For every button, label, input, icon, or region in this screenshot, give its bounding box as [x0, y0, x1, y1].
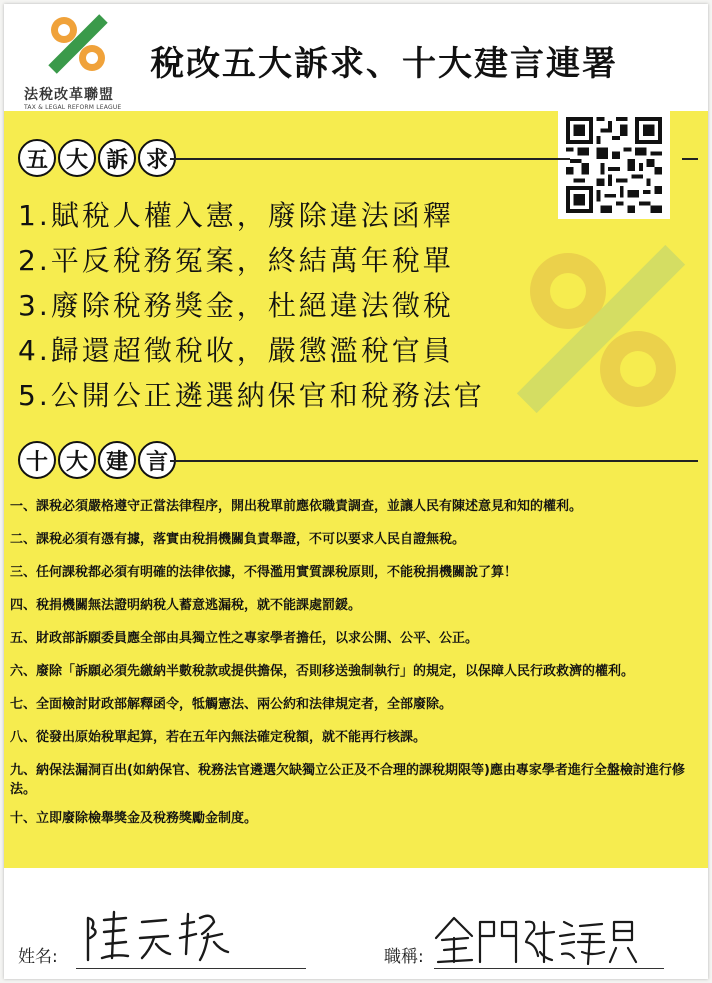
heading-rule — [170, 460, 698, 462]
name-handwritten-signature — [82, 904, 242, 968]
name-label: 姓名: — [18, 947, 58, 967]
heading-rule — [682, 158, 698, 160]
recommendation-item: 六、廢除「訴願必須先繳納半數稅款或提供擔保，否則移送強制執行」的規定，以保障人民行政救濟的權利。 — [10, 664, 635, 679]
recommendation-item: 五、財政部訴願委員應全部由具獨立性之專家學者擔任，以求公開、公平、公正。 — [10, 631, 479, 646]
recommendation-item: 七、全面檢討財政部解釋函令，牴觸憲法、兩公約和法律規定者，全部廢除。 — [10, 697, 453, 712]
demand-item: 4.歸還超徵稅收，嚴懲濫稅官員 — [18, 334, 454, 367]
recommendation-item: 一、課稅必須嚴格遵守正當法律程序，開出稅單前應依職責調查，並讓人民有陳述意見和知的權利。 — [10, 499, 583, 514]
heading-char: 大 — [58, 441, 96, 479]
page-title: 稅改五大訴求、十大建言連署 — [150, 44, 618, 84]
demand-item: 2.平反稅務冤案，終結萬年稅單 — [18, 244, 454, 277]
heading-char: 大 — [58, 139, 96, 177]
recommendation-item: 十、立即廢除檢舉獎金及稅務獎勵金制度。 — [10, 811, 258, 826]
league-logo — [20, 12, 140, 111]
logo-name-zh: 法稅改革聯盟 — [24, 87, 114, 103]
heading-char: 建 — [98, 441, 136, 479]
recommendation-item: 八、從發出原始稅單起算，若在五年內無法確定稅額，就不能再行核課。 — [10, 730, 427, 745]
recommendation-item: 四、稅捐機關無法證明納稅人蓄意逃漏稅，就不能課處罰鍰。 — [10, 598, 362, 613]
percent-watermark-icon — [516, 241, 686, 421]
heading-char: 訴 — [98, 139, 136, 177]
recommendation-item: 九、納保法漏洞百出(如納保官、稅務法官遴選欠缺獨立公正及不合理的課稅期限等)應由專家學者進行全盤檢討進行修法。 — [10, 763, 685, 797]
name-signature-line[interactable] — [76, 968, 306, 969]
demand-item: 1.賦稅人權入憲，廢除違法函釋 — [18, 199, 454, 232]
heading-char: 十 — [18, 441, 56, 479]
logo-name-en: TAX & LEGAL REFORM LEAGUE — [24, 104, 122, 111]
title-signature-line[interactable] — [434, 968, 664, 969]
recommendation-item: 二、課稅必須有憑有據，落實由稅捐機關負責舉證，不可以要求人民自證無稅。 — [10, 532, 466, 547]
ten-recommendations-list — [10, 497, 700, 842]
heading-char: 求 — [138, 139, 176, 177]
petition-sheet — [4, 4, 708, 979]
five-demands-list — [18, 193, 485, 418]
percent-logo-icon — [46, 12, 110, 78]
heading-char: 五 — [18, 139, 56, 177]
demand-item: 5.公開公正遴選納保官和稅務法官 — [18, 379, 485, 412]
header — [4, 4, 708, 111]
section-five-demands-heading — [18, 139, 698, 177]
heading-rule — [170, 158, 570, 160]
heading-char: 言 — [138, 441, 176, 479]
title-label: 職稱: — [384, 947, 424, 967]
content-panel — [4, 111, 708, 868]
demand-item: 3.廢除稅務獎金，杜絕違法徵稅 — [18, 289, 454, 322]
signature-area — [4, 868, 708, 979]
recommendation-item: 三、任何課稅都必須有明確的法律依據，不得濫用實質課稅原則，不能稅捐機關說了算！ — [10, 565, 518, 580]
title-handwritten-signature — [432, 912, 642, 968]
section-ten-recommendations-heading — [18, 441, 698, 479]
